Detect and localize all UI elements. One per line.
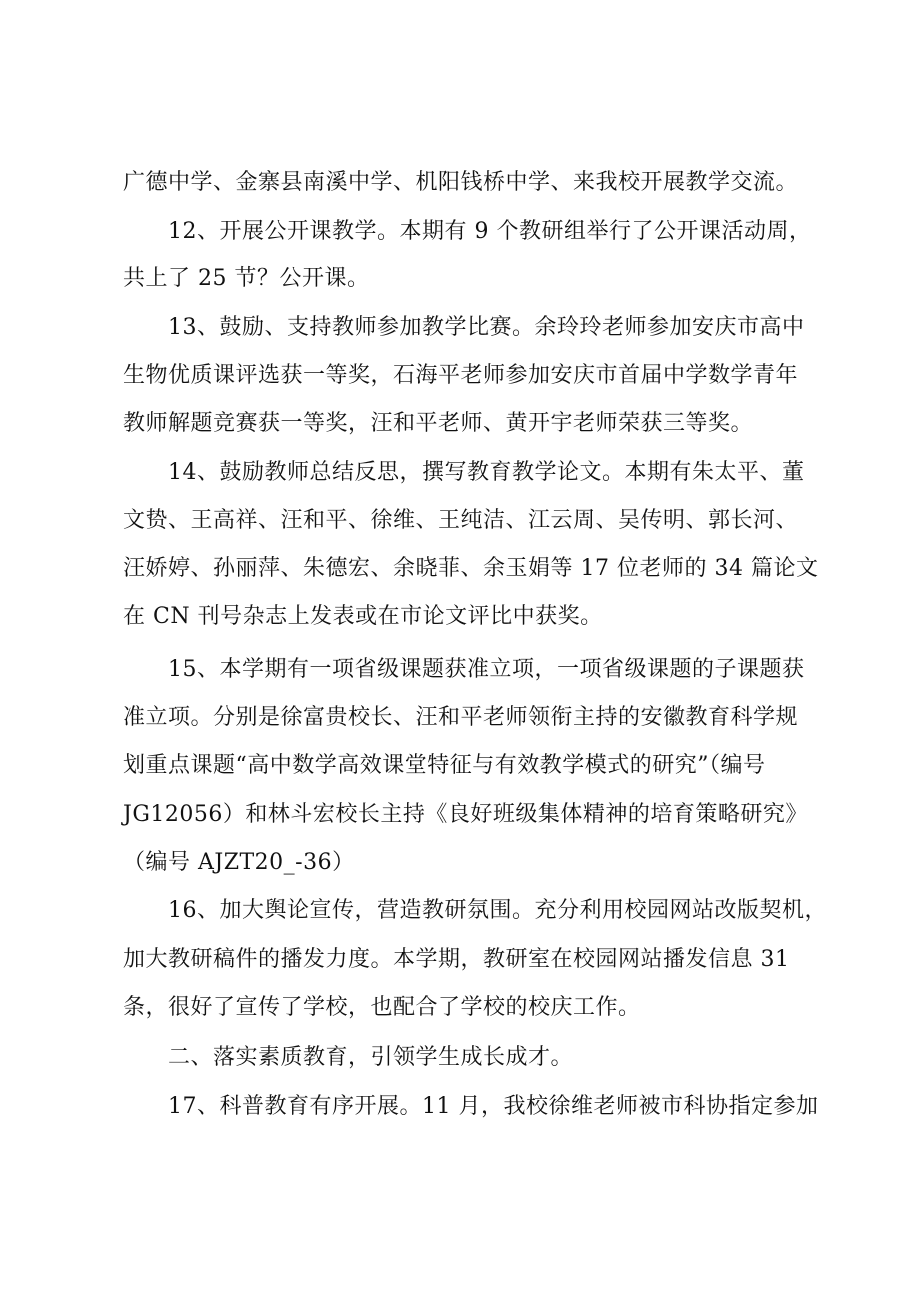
text-line-14: JG12056）和林斗宏校长主持《良好班级集体精神的培育策略研究》 [123,802,808,827]
text-line-17: 加大教研稿件的播发力度。本学期，教研室在校园网站播发信息 31 [123,947,790,972]
text-line-15: （编号 AJZT20_-36） [123,850,355,875]
text-line-2: 12、开展公开课教学。本期有 9 个教研组举行了公开课活动周， [168,219,812,244]
text-line-11: 15、本学期有一项省级课题获准立项，一项省级课题的子课题获 [168,657,805,682]
text-line-12: 准立项。分别是徐富贵校长、汪和平老师领衔主持的安徽教育科学规 [123,705,799,730]
text-line-3: 共上了 25 节？公开课。 [123,266,370,291]
section-heading: 二、落实素质教育，引领学生成长成才。 [168,1045,574,1070]
text-line-18: 条，很好了宣传了学校，也配合了学校的校庆工作。 [123,995,641,1020]
text-line-4: 13、鼓励、支持教师参加教学比赛。余玲玲老师参加安庆市高中 [168,315,805,340]
text-line-9: 汪娇婷、孙丽萍、朱德宏、余晓菲、余玉娟等 17 位老师的 34 篇论文 [123,556,819,581]
text-line-10: 在 CN 刊号杂志上发表或在市论文评比中获奖。 [123,604,603,629]
text-line-5: 生物优质课评选获一等奖，石海平老师参加安庆市首届中学数学青年 [123,363,799,388]
text-line-16: 16、加大舆论宣传，营造教研氛围。充分利用校园网站改版契机， [168,898,827,923]
text-line-20: 17、科普教育有序开展。11 月，我校徐维老师被市科协指定参加 [168,1094,819,1119]
text-line-1: 广德中学、金寨县南溪中学、机阳钱桥中学、来我校开展教学交流。 [123,170,799,195]
text-line-13: 划重点课题“高中数学高效课堂特征与有效教学模式的研究”（编号 [123,753,766,778]
text-line-7: 14、鼓励教师总结反思，撰写教育教学论文。本期有朱太平、董 [168,460,805,485]
text-line-8: 文贽、王高祥、汪和平、徐维、王纯洁、江云周、吴传明、郭长河、 [123,508,799,533]
text-line-6: 教师解题竞赛获一等奖，汪和平老师、黄开宇老师荣获三等奖。 [123,411,754,436]
